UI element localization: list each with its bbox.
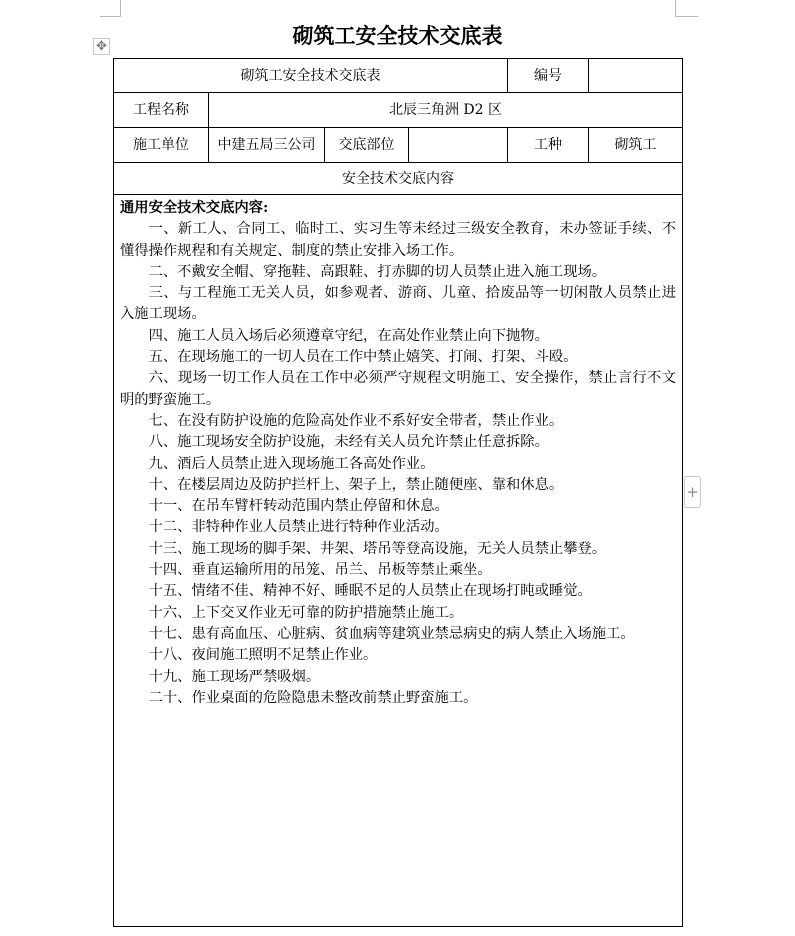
project-name-label: 工程名称 (114, 93, 209, 128)
list-item: 一、新工人、合同工、临时工、实习生等未经过三级安全教育，未办签证手续、不懂得操作规程和有关规定、制度的禁止安排入场工作。 (120, 221, 676, 259)
list-item: 十一、在吊车臂杆转动范围内禁止停留和休息。 (148, 498, 449, 515)
construction-unit-value[interactable]: 中建五局三公司 (209, 128, 325, 163)
list-item: 十四、垂直运输所用的吊笼、吊兰、吊板等禁止乘坐。 (148, 562, 492, 579)
list-item: 七、在没有防护设施的危险高处作业不系好安全带者，禁止作业。 (148, 412, 564, 429)
list-item: 十八、夜间施工照明不足禁止作业。 (148, 647, 378, 664)
list-item: 四、施工人员入场后必须遵章守纪，在高处作业禁止向下抛物。 (148, 327, 549, 344)
list-item: 十、在楼层周边及防护拦杆上、架子上，禁止随便座、靠和休息。 (148, 476, 564, 493)
list-item: 三、与工程施工无关人员，如参观者、游商、儿童、拾废品等一切闲散人员禁止进入施工现场。 (120, 285, 676, 323)
content-heading: 通用安全技术交底内容: (120, 200, 269, 216)
add-row-icon[interactable]: + (684, 476, 701, 508)
list-item: 十三、施工现场的脚手架、井架、塔吊等登高设施，无关人员禁止攀登。 (148, 540, 607, 557)
briefing-content (114, 195, 682, 709)
form-name-cell: 砌筑工安全技术交底表 (114, 59, 508, 93)
table-move-handle-icon[interactable]: ✥ (93, 38, 110, 55)
table-row (114, 195, 683, 927)
list-item: 八、施工现场安全防护设施，未经有关人员允许禁止任意拆除。 (148, 434, 549, 451)
section-header: 安全技术交底内容 (114, 163, 683, 195)
project-name-value[interactable]: 北辰三角洲 D2 区 (209, 93, 683, 128)
list-item: 五、在现场施工的一切人员在工作中禁止嬉笑、打闹、打架、斗殴。 (148, 349, 578, 366)
safety-briefing-table (113, 58, 683, 927)
table-row (114, 59, 683, 93)
table-row (114, 93, 683, 128)
trade-label: 工种 (508, 128, 589, 163)
list-item: 十九、施工现场严禁吸烟。 (148, 668, 321, 685)
briefing-part-label: 交底部位 (325, 128, 409, 163)
list-item: 六、现场一切工作人员在工作中必须严守规程文明施工、安全操作，禁止言行不文明的野蛮施工。 (120, 370, 676, 408)
page-corner-mark-left (100, 0, 121, 17)
table-row (114, 163, 683, 195)
construction-unit-label: 施工单位 (114, 128, 209, 163)
briefing-part-value[interactable] (409, 128, 508, 163)
list-item: 十二、非特种作业人员禁止进行特种作业活动。 (148, 519, 449, 536)
list-item: 二十、作业桌面的危险隐患未整改前禁止野蛮施工。 (148, 689, 478, 706)
trade-value[interactable]: 砌筑工 (589, 128, 683, 163)
list-item: 九、酒后人员禁止进入现场施工各高处作业。 (148, 455, 435, 472)
page-corner-mark-right (675, 0, 698, 17)
list-item: 十五、情绪不佳、精神不好、睡眠不足的人员禁止在现场打盹或睡觉。 (148, 583, 592, 600)
number-value-cell[interactable] (589, 59, 683, 93)
list-item: 十六、上下交叉作业无可靠的防护措施禁止施工。 (148, 604, 464, 621)
number-label: 编号 (508, 59, 589, 93)
table-row (114, 128, 683, 163)
list-item: 二、不戴安全帽、穿拖鞋、高跟鞋、打赤脚的切人员禁止进入施工现场。 (148, 263, 607, 280)
briefing-content-cell[interactable] (114, 195, 683, 927)
list-item: 十七、患有高血压、心脏病、贫血病等建筑业禁忌病史的病人禁止入场施工。 (148, 625, 635, 642)
document-title: 砌筑工安全技术交底表 (292, 23, 503, 48)
